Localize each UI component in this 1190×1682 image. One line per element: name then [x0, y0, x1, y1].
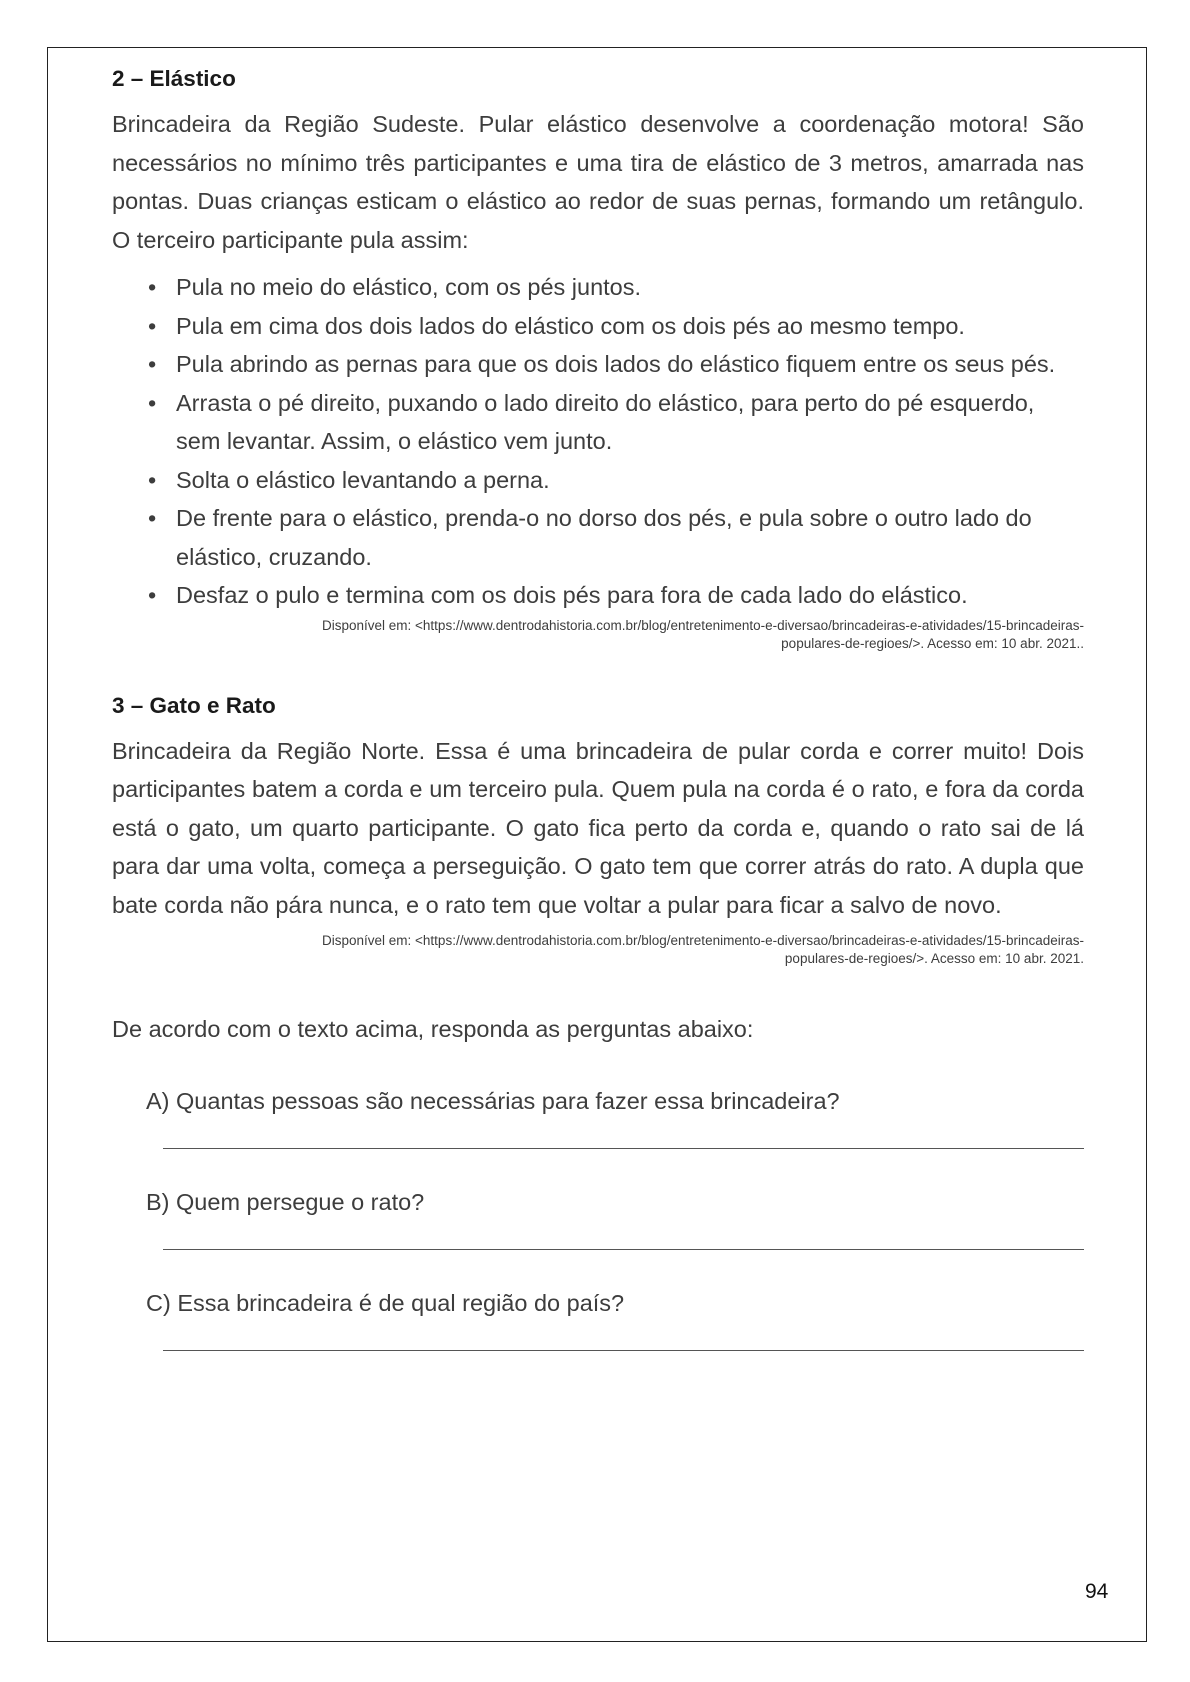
bullet-item: • Arrasta o pé direito, puxando o lado direito do elástico, para perto do pé esquerdo, sem levantar. Assim, o elástico vem junto.	[176, 384, 1084, 461]
section-intro: Brincadeira da Região Sudeste. Pular elástico desenvolve a coordenação motora! São necessários no mínimo três participantes e uma tira de elástico de 3 metros, amarrada nas pontas. Duas crianças esticam o elástico ao redor de suas pernas, formando um retângulo. O terceiro participante pula assim:	[112, 111, 1084, 253]
section-elastico	[112, 62, 1084, 653]
page-number: 94	[1085, 1580, 1109, 1603]
bullet-item: • Solta o elástico levantando a perna.	[176, 461, 1084, 500]
source-citation	[112, 932, 1084, 968]
source-line: populares-de-regioes/>. Acesso em: 10 abr. 2021..	[781, 635, 1084, 651]
questions-intro: De acordo com o texto acima, responda as perguntas abaixo:	[112, 1016, 754, 1042]
question-b	[146, 1185, 1084, 1250]
bullet-item: • Pula em cima dos dois lados do elástico com os dois pés ao mesmo tempo.	[176, 307, 1084, 346]
question-label: A) Quantas pessoas são necessárias para fazer essa brincadeira?	[146, 1088, 840, 1114]
bullet-item: • Desfaz o pulo e termina com os dois pés para fora de cada lado do elástico.	[176, 576, 1084, 615]
page-content	[112, 62, 1084, 1351]
section-gato-e-rato	[112, 689, 1084, 969]
bullet-item: • De frente para o elástico, prenda-o no dorso dos pés, e pula sobre o outro lado do elástico, cruzando.	[176, 499, 1084, 576]
section-body: Brincadeira da Região Norte. Essa é uma brincadeira de pular corda e correr muito! Dois participantes batem a corda e um terceiro pula. Quem pula na corda é o rato, e fora da corda está o gato, um quarto participante. O gato fica perto da corda e, quando o rato sai de lá para dar uma volta, começa a perseguição. O gato tem que correr atrás do rato. A dupla que bate corda não pára nunca, e o rato tem que voltar a pular para ficar a salvo de novo.	[112, 737, 1084, 918]
answer-line-b[interactable]	[163, 1249, 1084, 1250]
source-citation	[112, 617, 1084, 653]
question-c	[146, 1286, 1084, 1351]
bullet-item: • Pula no meio do elástico, com os pés juntos.	[176, 268, 1084, 307]
question-label: C) Essa brincadeira é de qual região do país?	[146, 1290, 625, 1316]
question-a	[146, 1084, 1084, 1149]
source-line: populares-de-regioes/>. Acesso em: 10 abr. 2021.	[784, 951, 1084, 966]
bullet-item: • Pula abrindo as pernas para que os dois lados do elástico fiquem entre os seus pés.	[176, 345, 1084, 384]
section-heading: 2 – Elástico	[112, 66, 236, 91]
question-label: B) Quem persegue o rato?	[146, 1189, 425, 1215]
bullet-list	[112, 268, 1084, 615]
source-line: Disponível em: <https://www.dentrodahistoria.com.br/blog/entretenimento-e-diversao/brincadeiras-e-atividades/15-brincadeiras-	[322, 617, 1084, 633]
answer-line-c[interactable]	[163, 1350, 1084, 1351]
source-line: Disponível em: <https://www.dentrodahistoria.com.br/blog/entretenimento-e-diversao/brincadeiras-e-atividades/15-brincadeiras-	[322, 933, 1084, 948]
answer-line-a[interactable]	[163, 1148, 1084, 1149]
section-heading: 3 – Gato e Rato	[112, 692, 276, 718]
